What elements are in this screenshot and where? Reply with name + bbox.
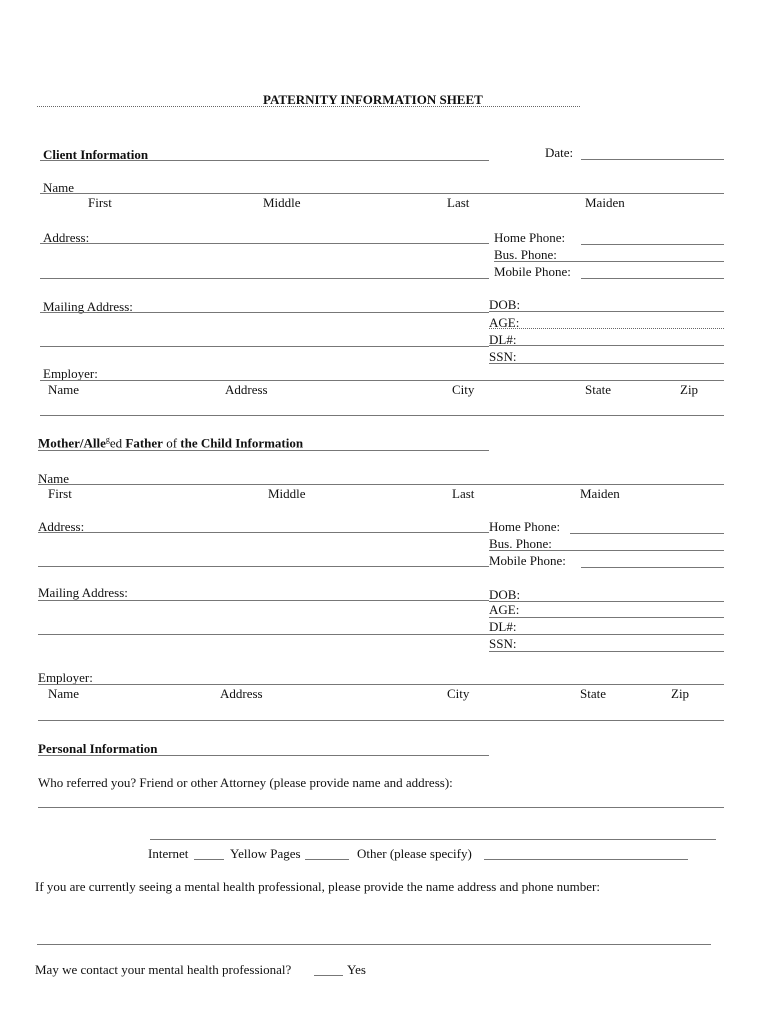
- mental-health-question: If you are currently seeing a mental health professional, please provide the name address and phone number:: [35, 879, 600, 894]
- client-home-phone-label: Home Phone:: [494, 230, 566, 245]
- mother-age-field[interactable]: [489, 617, 724, 618]
- mother-address-label: Address:: [38, 519, 85, 534]
- client-employer-field-2[interactable]: [40, 415, 724, 416]
- client-dob-field[interactable]: [489, 311, 724, 312]
- client-name-maiden: Maiden: [585, 195, 625, 210]
- mother-dl-label: DL#:: [489, 619, 517, 634]
- mother-employer-name: Name: [48, 686, 80, 701]
- client-age-field[interactable]: [489, 328, 724, 329]
- client-name-label: Name: [43, 180, 75, 195]
- mother-home-phone-field[interactable]: [570, 533, 724, 534]
- internet-label: Internet: [148, 846, 189, 861]
- mother-dl-field[interactable]: [489, 634, 724, 635]
- yes-label: Yes: [347, 962, 366, 977]
- mother-employer-city: City: [447, 686, 470, 701]
- mother-mailing-label: Mailing Address:: [38, 585, 128, 600]
- client-employer-address: Address: [225, 382, 268, 397]
- personal-heading-rule: [38, 755, 489, 756]
- client-bus-phone-label: Bus. Phone:: [494, 247, 557, 262]
- client-address-field[interactable]: [40, 243, 489, 244]
- mother-ssn-field[interactable]: [489, 651, 724, 652]
- may-contact-question: May we contact your mental health professional?: [35, 962, 292, 977]
- mother-name-label: Name: [38, 471, 70, 486]
- mother-name-middle: Middle: [268, 486, 306, 501]
- referral-source-field[interactable]: [150, 839, 716, 840]
- mother-mobile-phone-field[interactable]: [581, 567, 724, 568]
- client-age-label: AGE:: [489, 315, 520, 330]
- yellow-pages-label: Yellow Pages: [230, 846, 301, 861]
- mother-address-field-2[interactable]: [38, 566, 489, 567]
- client-mobile-phone-field[interactable]: [581, 278, 724, 279]
- client-mailing-label: Mailing Address:: [43, 299, 133, 314]
- mother-employer-field-2[interactable]: [38, 720, 724, 721]
- client-heading-rule: [40, 160, 489, 161]
- page-title: PATERNITY INFORMATION SHEET: [263, 92, 483, 107]
- client-dl-field[interactable]: [489, 345, 724, 346]
- client-mobile-phone-label: Mobile Phone:: [494, 264, 571, 279]
- client-employer-city: City: [452, 382, 475, 397]
- other-label: Other (please specify): [357, 846, 472, 861]
- client-address-field-2[interactable]: [40, 278, 489, 279]
- client-mailing-field[interactable]: [40, 312, 489, 313]
- mother-bus-phone-label: Bus. Phone:: [489, 536, 552, 551]
- date-label: Date:: [545, 145, 574, 160]
- client-employer-zip: Zip: [680, 382, 699, 397]
- other-field[interactable]: [484, 859, 688, 860]
- mother-age-label: AGE:: [489, 602, 520, 617]
- client-address-label: Address:: [43, 230, 90, 245]
- mother-employer-address: Address: [220, 686, 263, 701]
- client-info-heading: Client Information: [43, 147, 149, 162]
- date-field[interactable]: [581, 159, 724, 160]
- mother-employer-label: Employer:: [38, 670, 93, 685]
- client-employer-field[interactable]: [40, 380, 724, 381]
- mother-address-field[interactable]: [38, 532, 489, 533]
- client-ssn-field[interactable]: [489, 363, 724, 364]
- mother-mailing-field-2[interactable]: [38, 634, 489, 635]
- mother-home-phone-label: Home Phone:: [489, 519, 561, 534]
- client-name-field[interactable]: [40, 193, 724, 194]
- client-mailing-field-2[interactable]: [40, 346, 489, 347]
- internet-field[interactable]: [194, 859, 224, 860]
- yellow-pages-field[interactable]: [305, 859, 349, 860]
- mother-mailing-field[interactable]: [38, 600, 489, 601]
- mother-bus-phone-field[interactable]: [489, 550, 724, 551]
- client-ssn-label: SSN:: [489, 349, 517, 364]
- client-dl-label: DL#:: [489, 332, 517, 347]
- mother-employer-zip: Zip: [671, 686, 690, 701]
- mother-dob-label: DOB:: [489, 587, 521, 602]
- client-employer-label: Employer:: [43, 366, 98, 381]
- mental-health-field[interactable]: [37, 944, 711, 945]
- mother-name-maiden: Maiden: [580, 486, 620, 501]
- mother-employer-field[interactable]: [38, 684, 724, 685]
- client-bus-phone-field[interactable]: [494, 261, 724, 262]
- client-employer-state: State: [585, 382, 611, 397]
- mother-name-first: First: [48, 486, 72, 501]
- referred-question: Who referred you? Friend or other Attorney (please provide name and address):: [38, 775, 453, 790]
- referred-field[interactable]: [38, 807, 724, 808]
- mother-dob-field[interactable]: [489, 601, 724, 602]
- personal-info-heading: Personal Information: [38, 741, 158, 756]
- client-employer-name: Name: [48, 382, 80, 397]
- client-name-first: First: [88, 195, 112, 210]
- mother-info-heading: Mother/Alle$^g$ed Father of the Child Information: [38, 435, 304, 451]
- client-home-phone-field[interactable]: [581, 244, 724, 245]
- client-name-last: Last: [447, 195, 470, 210]
- mother-heading-rule: [38, 450, 489, 451]
- mother-ssn-label: SSN:: [489, 636, 517, 651]
- mother-mobile-phone-label: Mobile Phone:: [489, 553, 566, 568]
- mother-name-last: Last: [452, 486, 475, 501]
- client-dob-label: DOB:: [489, 297, 521, 312]
- client-name-middle: Middle: [263, 195, 301, 210]
- mother-name-field[interactable]: [38, 484, 724, 485]
- may-contact-field[interactable]: [314, 975, 343, 976]
- mother-employer-state: State: [580, 686, 606, 701]
